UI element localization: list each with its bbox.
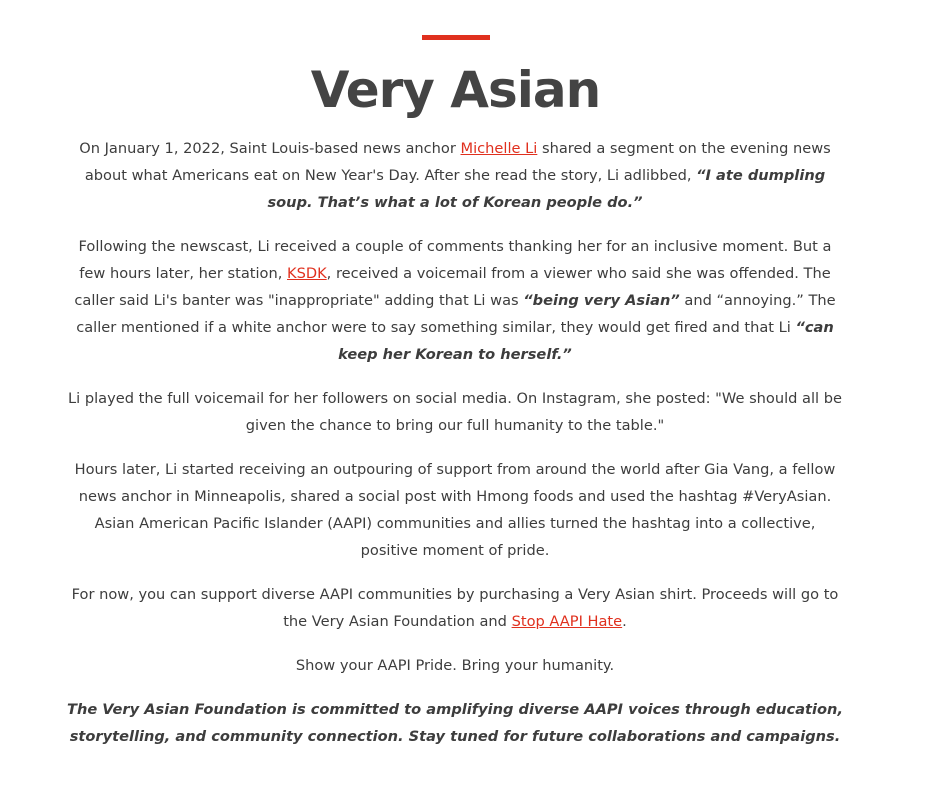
- paragraph-shirt: [64, 581, 846, 635]
- page-title: Very Asian: [310, 61, 601, 119]
- title-accent-bar: [422, 35, 490, 40]
- stop-aapi-hate-link[interactable]: Stop AAPI Hate: [511, 613, 623, 630]
- paragraph-newscast-text-b: , received a voicemail from a viewer who said she was offended. The caller said Li's banter was "inappropriate" adding that Li was: [74, 265, 831, 309]
- paragraph-support: Hours later, Li started receiving an outpouring of support from around the world after Gia Vang, a fellow news anchor in Minneapolis, shared a social post with Hmong foods and used the hashtag #VeryAsian. Asian American Pacific Islander (AAPI) communities and allies turned the hashtag into a collective, positive moment of pride.: [74, 461, 836, 559]
- paragraph-shirt-text-b: .: [622, 613, 627, 630]
- paragraph-voicemail: Li played the full voicemail for her followers on social media. On Instagram, she posted: "We should all be given the chance to bring our full humanity to the table.": [68, 390, 842, 434]
- paragraph-foundation: The Very Asian Foundation is committed to amplifying diverse AAPI voices through education, storytelling, and community connection. Stay tuned for future collaborations and campaigns.: [66, 701, 843, 745]
- paragraph-intro: [64, 135, 846, 216]
- being-very-asian-quote: “being very Asian”: [523, 292, 680, 309]
- paragraph-pride: Show your AAPI Pride. Bring your humanity.: [295, 657, 615, 674]
- paragraph-shirt-text-a: For now, you can support diverse AAPI communities by purchasing a Very Asian shirt. Proceeds will go to the Very Asian Foundation and: [71, 586, 839, 630]
- paragraph-newscast: [64, 233, 846, 368]
- michelle-li-link[interactable]: Michelle Li: [460, 140, 538, 157]
- article-body: [64, 135, 846, 750]
- keep-her-korean-quote: “can keep her Korean to herself.”: [338, 319, 834, 363]
- ksdk-link[interactable]: KSDK: [287, 265, 327, 282]
- paragraph-intro-text-b: shared a segment on the evening news about what Americans eat on New Year's Day. After she read the story, Li adlibbed,: [84, 140, 831, 184]
- paragraph-newscast-text-c: and “annoying.” The caller mentioned if a white anchor were to say something similar, they would get fired and that Li: [76, 292, 836, 336]
- paragraph-newscast-text-a: Following the newscast, Li received a couple of comments thanking her for an inclusive moment. But a few hours later, her station,: [78, 238, 832, 282]
- dumpling-soup-quote: “I ate dumpling soup. That’s what a lot of Korean people do.”: [267, 167, 826, 211]
- paragraph-intro-text-a: On January 1, 2022, Saint Louis-based news anchor: [79, 140, 461, 157]
